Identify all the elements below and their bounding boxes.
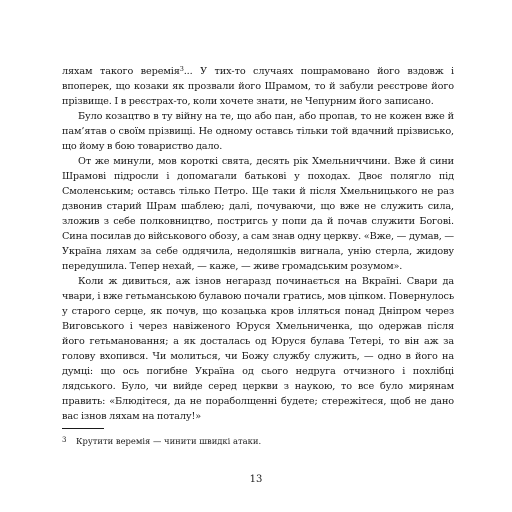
footnote-definition: — чинити швидкі атаки. <box>150 436 262 446</box>
page-body <box>62 64 454 424</box>
paragraph-3: От же минули, мов короткі свята, десять рік Хмельниччини. Вже й сини Шрамові підросли і допомагали батькові у походах. Двоє полягло під Смоленським; оставсь тілько Петро. Ще таки й після Хмельницького не раз дзвонив старий Шрам шаблею; далі, почуваючи, що вже не служить сила, зложив з себе полковництво, постригсь у попи да й почав служити Богові. Сина посилав до військового обозу, а сам знав одну церкву. «Вже, — думав, — Україна ляхам за себе оддячила, недоляшків вигнала, унію стерла, жидову передушила. Тепер нехай, — каже, — живе громадським розумом». <box>62 156 454 272</box>
paragraph-4: Коли ж дивиться, аж ізнов негаразд починається на Вкраїні. Свари да чвари, і вже гетьманською булавою почали гратись, мов ціпком. Повернулось у старого серце, як почув, що козацька кров ілляться понад Дніпром через Виговського і через навіженого Юруся Хмельниченка, що одержав після його гетьмановання; а як досталась од Юруся булава Тетері, то він аж за голову вхопився. Чи молиться, чи Божу службу служить, — одно в його на думці: що ось погибне Україна од сього недруга отчизного і похлібці лядського. Було, чи вийде серед церкви з наукою, то все було мирянам править: «Блюдітеся, да не пораболщенні будете; стережітеся, щоб не дано вас ізнов ляхам на поталу!» <box>62 276 454 422</box>
footnote-reference[interactable]: 3 <box>179 65 184 73</box>
paragraph-1-rest: ... У тих-то случаях пошрамовано його вздовж і впоперек, що козаки як прозвали його Шрамом, то й забули реєстрове його прізвище. І в реєстрах-то, коли хочете знати, не Чепурним його записано. <box>62 66 454 107</box>
paragraph-2: Було козацтво в ту війну на те, що або пан, або пропав, то не кожен вже й пам’ятав о своїм прізвищі. Не одному оставсь тільки той вдачний прізвисько, що йому в бою товариство дало. <box>62 111 454 152</box>
footnote-divider <box>62 428 104 429</box>
paragraph-1-start: ляхам такого веремія <box>62 66 180 77</box>
page-number: 13 <box>249 474 263 485</box>
footnote <box>62 434 454 447</box>
paragraph-1 <box>62 64 454 109</box>
main-text <box>62 64 454 424</box>
footnote-mark: 3 <box>62 436 67 444</box>
footnote-term: Крутити веремія <box>76 436 151 446</box>
